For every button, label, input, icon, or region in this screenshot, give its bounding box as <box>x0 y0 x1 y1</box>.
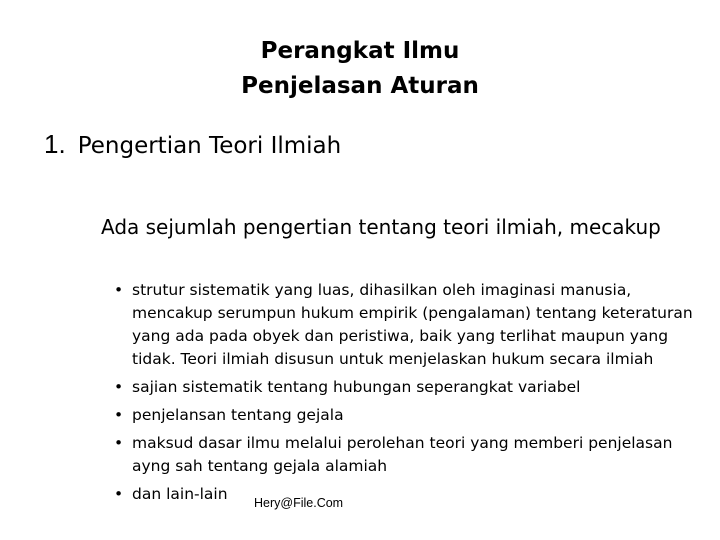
slide-title <box>0 34 720 104</box>
section-heading-text: Pengertian Teori Ilmiah <box>77 133 342 159</box>
bullet-item: • sajian sistematik tentang hubungan seperangkat variabel <box>114 376 704 399</box>
slide-title-line-1: Perangkat Ilmu <box>260 38 460 64</box>
intro-paragraph: Ada sejumlah pengertian tentang teori ilmiah, mecakup <box>101 215 661 239</box>
bullet-item: • penjelansan tentang gejala <box>114 404 704 427</box>
watermark-text: Hery@File.Com <box>254 496 344 510</box>
bullet-item: • maksud dasar ilmu melalui perolehan teori yang memberi penjelasan ayng sah tentang gejala alamiah <box>114 432 704 478</box>
bullet-item: • strutur sistematik yang luas, dihasilkan oleh imaginasi manusia, mencakup serumpun hukum empirik (pengalaman) tentang keteraturan yang ada pada obyek dan peristiwa, baik yang terlihat maupun yang tidak. Teori ilmiah disusun untuk menjelaskan hukum secara ilmiah <box>114 279 704 371</box>
slide-title-line-2: Penjelasan Aturan <box>241 73 479 99</box>
bullet-list <box>114 279 704 511</box>
section-number: 1. <box>44 129 66 159</box>
section-heading <box>44 126 341 164</box>
bullet-item: • dan lain-lain <box>114 483 704 506</box>
